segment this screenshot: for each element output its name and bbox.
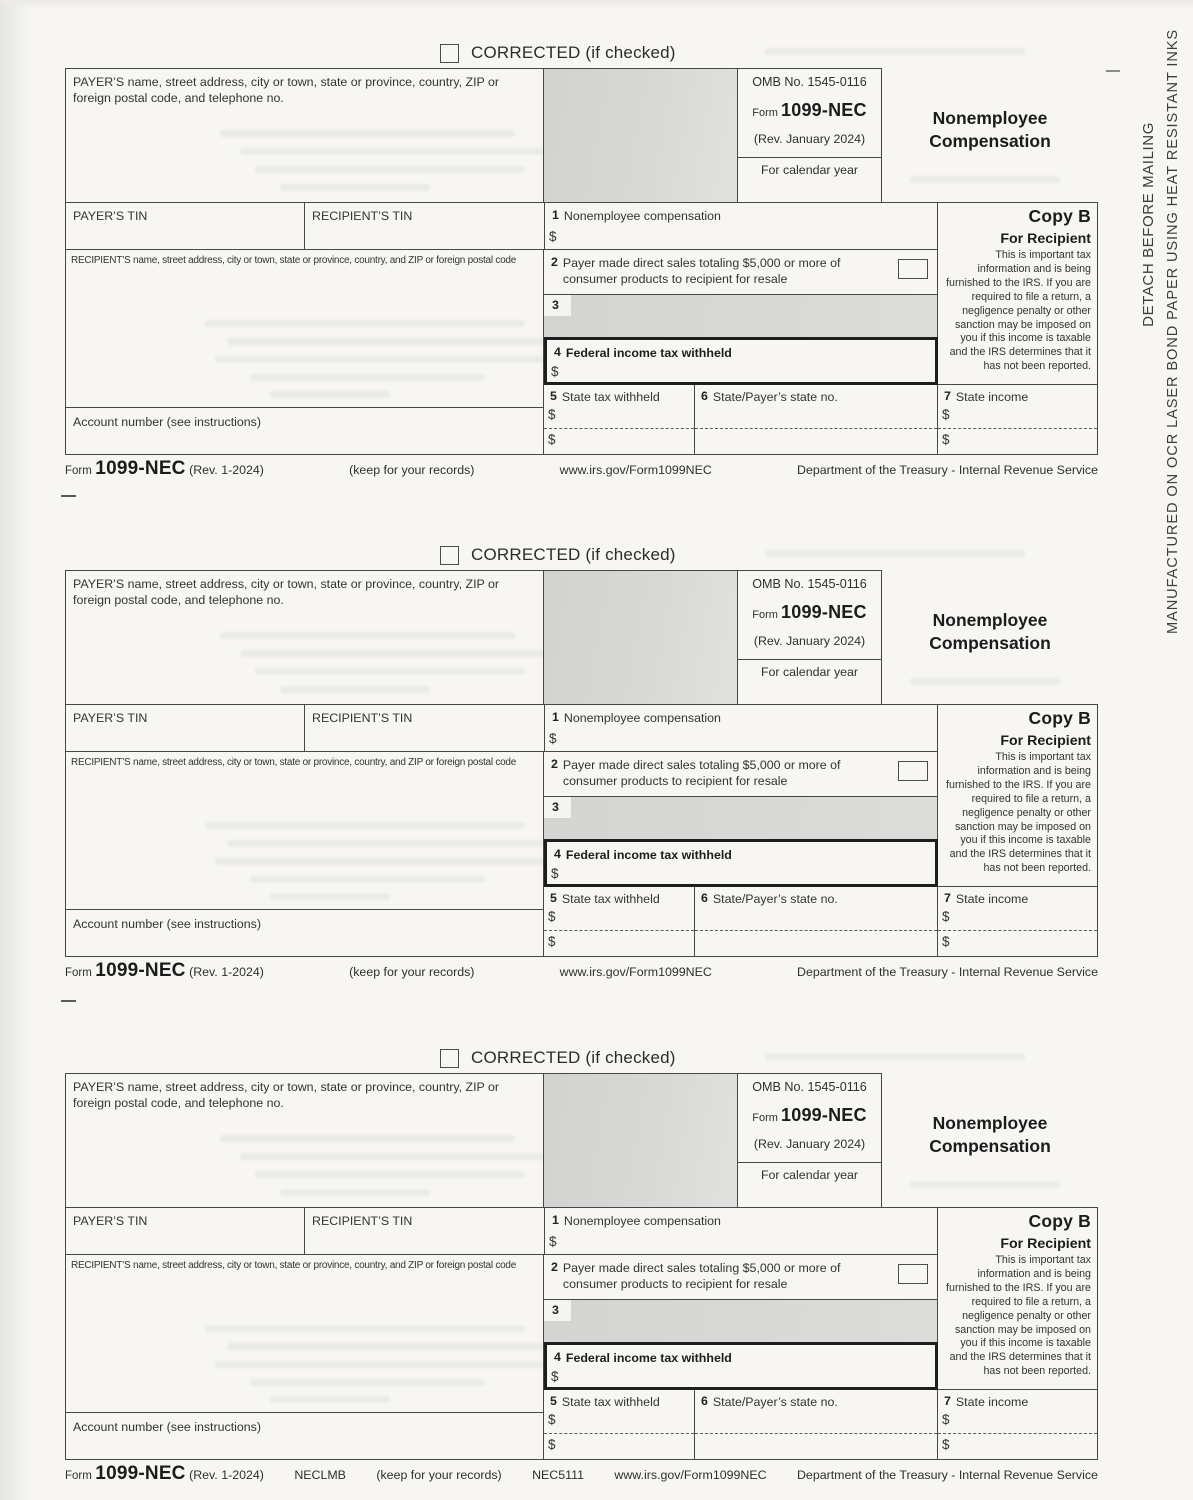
box4-federal-tax-withheld[interactable] <box>544 839 938 887</box>
paper-stock-text: MANUFACTURED ON OCR LASER BOND PAPER USING HEAT RESISTANT INKS <box>1165 28 1181 634</box>
payer-info-box[interactable] <box>65 570 544 705</box>
for-recipient-label: For Recipient <box>1000 231 1091 247</box>
form-number: 1099-NEC <box>781 602 867 622</box>
title-line2: Compensation <box>929 1136 1051 1157</box>
box3-shaded <box>544 1300 938 1342</box>
box5-state-tax-withheld[interactable] <box>544 887 695 957</box>
footer-form-word: Form <box>65 465 92 477</box>
box2-label: Payer made direct sales totaling $5,000 or more of consumer products to recipient for resale <box>562 256 841 287</box>
edge-printing <box>1137 28 1187 634</box>
box7-state-income[interactable] <box>938 385 1098 455</box>
recipient-tin-label: RECIPIENT’S TIN <box>312 1214 413 1228</box>
form-number-line <box>738 602 881 623</box>
corrected-row <box>440 41 676 65</box>
corrected-label: CORRECTED (if checked) <box>471 43 676 62</box>
form-grid <box>65 1073 1098 1460</box>
recipient-info-label: RECIPIENT’S name, street address, city or town, state or province, country, and ZIP or foreign postal code <box>71 255 517 266</box>
box1-nonemployee-compensation[interactable] <box>544 1208 938 1255</box>
registration-mark <box>1106 70 1120 72</box>
box2-direct-sales <box>544 752 938 797</box>
box5-number: 5 <box>550 1394 557 1408</box>
payer-tin-label: PAYER’S TIN <box>73 1214 148 1228</box>
box6-state-payer-no[interactable] <box>695 1390 938 1460</box>
box2-checkbox[interactable] <box>898 1264 928 1284</box>
form-footer <box>65 960 1098 982</box>
footer-revision: (Rev. 1-2024) <box>189 463 264 477</box>
form-number: 1099-NEC <box>781 1105 867 1125</box>
box4-federal-tax-withheld[interactable] <box>544 1342 938 1390</box>
form-word: Form <box>752 107 778 119</box>
title-line1: Nonemployee <box>932 610 1048 630</box>
box5-dollar-sign: $ <box>548 432 556 447</box>
box4-number: 4 <box>554 847 561 861</box>
box7-label: State income <box>955 390 1029 404</box>
form-number: 1099-NEC <box>781 100 867 120</box>
omb-number: OMB No. 1545-0116 <box>752 577 867 591</box>
form-1099-nec-copy-2 <box>65 542 1098 987</box>
copy-b-label: Copy B <box>1028 708 1091 728</box>
calendar-year-label: For calendar year <box>760 1168 859 1182</box>
account-number-field[interactable] <box>65 1413 544 1460</box>
box7-dollar-sign: $ <box>942 909 950 924</box>
bleed-through-artifact <box>765 48 1025 55</box>
omb-box <box>737 1073 882 1208</box>
footer-form-id <box>65 1463 264 1485</box>
box7-number: 7 <box>944 389 951 403</box>
box2-direct-sales <box>544 1255 938 1300</box>
perforation-mark <box>61 1000 76 1002</box>
box1-dollar-sign: $ <box>549 229 557 244</box>
shaded-year-area <box>544 1073 737 1208</box>
title-line1: Nonemployee <box>932 1113 1048 1133</box>
recipient-notice: This is important tax information and is being furnished to the IRS. If you are required to file a return, a negligence penalty or other sanction may be imposed on you if this income is taxable and the IRS determines that it has not been reported. <box>946 249 1091 373</box>
omb-divider <box>738 659 881 660</box>
box1-label: Nonemployee compensation <box>563 711 721 725</box>
form-title <box>882 1112 1098 1158</box>
form-title <box>882 107 1098 153</box>
scan-edge-shading <box>0 0 30 1500</box>
payer-tin-field[interactable] <box>65 705 305 752</box>
footer-form-number: 1099-NEC <box>95 960 186 981</box>
state-row-divider <box>544 1433 694 1434</box>
box7-number: 7 <box>944 1394 951 1408</box>
box7-dollar-sign: $ <box>942 934 950 949</box>
footer-form-id <box>65 960 264 982</box>
recipient-tin-label: RECIPIENT’S TIN <box>312 711 413 725</box>
account-number-field[interactable] <box>65 910 544 957</box>
box7-dollar-sign: $ <box>942 407 950 422</box>
shaded-year-area <box>544 68 737 203</box>
omb-box <box>737 68 882 203</box>
revision-date: (Rev. January 2024) <box>753 132 866 146</box>
box5-number: 5 <box>550 389 557 403</box>
perforation-mark <box>61 495 76 497</box>
form-number-line <box>738 1105 881 1126</box>
box5-label: State tax withheld <box>561 1395 660 1409</box>
recipient-notice: This is important tax information and is being furnished to the IRS. If you are required to file a return, a negligence penalty or other sanction may be imposed on you if this income is taxable and the IRS determines that it has not been reported. <box>946 1254 1091 1378</box>
corrected-row <box>440 543 676 567</box>
omb-box <box>737 570 882 705</box>
box7-label: State income <box>955 1395 1029 1409</box>
payer-tin-label: PAYER’S TIN <box>73 209 148 223</box>
copy-b-label: Copy B <box>1028 1211 1091 1231</box>
box7-dollar-sign: $ <box>942 432 950 447</box>
corrected-checkbox[interactable] <box>440 546 459 565</box>
box2-label: Payer made direct sales totaling $5,000 or more of consumer products to recipient for resale <box>562 758 841 789</box>
box1-nonemployee-compensation[interactable] <box>544 705 938 752</box>
box1-number: 1 <box>552 710 559 724</box>
account-number-label: Account number (see instructions) <box>73 917 262 931</box>
box1-number: 1 <box>552 1213 559 1227</box>
form-footer <box>65 458 1098 480</box>
payer-tin-label: PAYER’S TIN <box>73 711 148 725</box>
form-word: Form <box>752 1112 778 1124</box>
footer-product-code-right: NEC5111 <box>532 1468 584 1482</box>
box6-state-payer-no[interactable] <box>695 887 938 957</box>
state-row-divider <box>695 1433 937 1434</box>
corrected-checkbox[interactable] <box>440 1049 459 1068</box>
payer-info-box[interactable] <box>65 68 544 203</box>
box5-state-tax-withheld[interactable] <box>544 1390 695 1460</box>
box5-number: 5 <box>550 891 557 905</box>
recipient-info-box[interactable] <box>65 752 544 910</box>
footer-irs-url[interactable]: www.irs.gov/Form1099NEC <box>559 463 712 477</box>
box4-federal-tax-withheld[interactable] <box>544 337 938 385</box>
box1-number: 1 <box>552 208 559 222</box>
box2-number: 2 <box>551 255 558 269</box>
omb-number: OMB No. 1545-0116 <box>752 75 867 89</box>
bleed-through-artifact <box>765 550 1025 557</box>
title-line2: Compensation <box>929 633 1051 654</box>
shaded-year-area <box>544 570 737 705</box>
box4-number: 4 <box>554 1350 561 1364</box>
box3-shaded <box>544 797 938 839</box>
payer-info-label: PAYER’S name, street address, city or town, state or province, country, ZIP or foreign postal code, and telephone no. <box>73 1080 500 1111</box>
box6-label: State/Payer’s state no. <box>712 1395 838 1409</box>
box7-state-income[interactable] <box>938 1390 1098 1460</box>
box3-number: 3 <box>544 295 571 316</box>
footer-treasury-dept: Department of the Treasury - Internal Revenue Service <box>797 965 1098 979</box>
corrected-checkbox[interactable] <box>440 44 459 63</box>
form-title <box>882 609 1098 655</box>
payer-info-label: PAYER’S name, street address, city or town, state or province, country, ZIP or foreign postal code, and telephone no. <box>73 75 500 106</box>
payer-tin-field[interactable] <box>65 1208 305 1255</box>
revision-date: (Rev. January 2024) <box>753 634 866 648</box>
copy-b-panel <box>938 203 1098 385</box>
box5-dollar-sign: $ <box>548 1437 556 1452</box>
box1-label: Nonemployee compensation <box>563 209 721 223</box>
footer-revision: (Rev. 1-2024) <box>189 965 264 979</box>
copy-b-panel <box>938 1208 1098 1390</box>
box4-label: Federal income tax withheld <box>565 848 732 862</box>
form-footer <box>65 1463 1098 1485</box>
footer-form-number: 1099-NEC <box>95 458 186 479</box>
footer-form-word: Form <box>65 967 92 979</box>
form-word: Form <box>752 609 778 621</box>
title-line2: Compensation <box>929 131 1051 152</box>
box1-dollar-sign: $ <box>549 1234 557 1249</box>
payer-info-label: PAYER’S name, street address, city or town, state or province, country, ZIP or foreign postal code, and telephone no. <box>73 577 500 608</box>
omb-number: OMB No. 1545-0116 <box>752 1080 867 1094</box>
box6-state-payer-no[interactable] <box>695 385 938 455</box>
box7-state-income[interactable] <box>938 887 1098 957</box>
box1-nonemployee-compensation[interactable] <box>544 203 938 250</box>
box5-dollar-sign: $ <box>548 934 556 949</box>
box4-dollar-sign: $ <box>551 1369 559 1384</box>
box2-number: 2 <box>551 757 558 771</box>
footer-irs-url[interactable]: www.irs.gov/Form1099NEC <box>559 965 712 979</box>
box4-label: Federal income tax withheld <box>565 1351 732 1365</box>
box2-number: 2 <box>551 1260 558 1274</box>
footer-product-code-left: NECLMB <box>294 1468 346 1482</box>
state-row-divider <box>938 930 1097 931</box>
form-1099-nec-copy-3 <box>65 1045 1098 1490</box>
calendar-year-label: For calendar year <box>760 665 859 679</box>
box5-dollar-sign: $ <box>548 909 556 924</box>
revision-date: (Rev. January 2024) <box>753 1137 866 1151</box>
footer-treasury-dept: Department of the Treasury - Internal Revenue Service <box>796 1468 1098 1482</box>
footer-keep-note: (keep for your records) <box>349 965 475 979</box>
box2-checkbox[interactable] <box>898 259 928 279</box>
state-row-divider <box>544 930 694 931</box>
footer-treasury-dept: Department of the Treasury - Internal Revenue Service <box>797 463 1098 477</box>
recipient-tin-field[interactable] <box>305 705 544 752</box>
box6-label: State/Payer’s state no. <box>712 892 838 906</box>
form-number-line <box>738 100 881 121</box>
box3-shaded <box>544 295 938 337</box>
box2-label: Payer made direct sales totaling $5,000 or more of consumer products to recipient for resale <box>562 1261 841 1292</box>
box5-label: State tax withheld <box>561 892 660 906</box>
account-number-label: Account number (see instructions) <box>73 415 262 429</box>
state-row-divider <box>938 428 1097 429</box>
calendar-year-label: For calendar year <box>760 163 859 177</box>
footer-revision: (Rev. 1-2024) <box>189 1468 264 1482</box>
box7-label: State income <box>955 892 1029 906</box>
box2-checkbox[interactable] <box>898 761 928 781</box>
recipient-info-label: RECIPIENT’S name, street address, city or town, state or province, country, and ZIP or foreign postal code <box>71 1260 517 1271</box>
box3-number: 3 <box>544 1300 571 1321</box>
box1-dollar-sign: $ <box>549 731 557 746</box>
for-recipient-label: For Recipient <box>1000 1236 1091 1252</box>
box4-number: 4 <box>554 345 561 359</box>
scan-edge-shading <box>0 0 1193 9</box>
footer-form-id <box>65 458 264 480</box>
box7-dollar-sign: $ <box>942 1437 950 1452</box>
box4-label: Federal income tax withheld <box>565 346 732 360</box>
form-title-area <box>882 570 1098 705</box>
recipient-notice: This is important tax information and is being furnished to the IRS. If you are required to file a return, a negligence penalty or other sanction may be imposed on you if this income is taxable and the IRS determines that it has not been reported. <box>946 751 1091 875</box>
box2-direct-sales <box>544 250 938 295</box>
form-grid <box>65 570 1098 957</box>
detach-before-mailing-text: DETACH BEFORE MAILING <box>1140 122 1157 327</box>
recipient-info-box[interactable] <box>65 1255 544 1413</box>
state-row-divider <box>695 930 937 931</box>
box7-number: 7 <box>944 891 951 905</box>
form-grid <box>65 68 1098 455</box>
footer-keep-note: (keep for your records) <box>349 463 475 477</box>
box4-dollar-sign: $ <box>551 866 559 881</box>
box5-dollar-sign: $ <box>548 407 556 422</box>
recipient-tin-field[interactable] <box>305 203 544 250</box>
form-1099-nec-copy-1 <box>65 40 1098 485</box>
box1-label: Nonemployee compensation <box>563 1214 721 1228</box>
account-number-field[interactable] <box>65 408 544 455</box>
corrected-label: CORRECTED (if checked) <box>471 1048 676 1067</box>
box6-number: 6 <box>701 891 708 905</box>
omb-divider <box>738 1162 881 1163</box>
state-row-divider <box>938 1433 1097 1434</box>
state-row-divider <box>695 428 937 429</box>
footer-form-number: 1099-NEC <box>95 1463 186 1484</box>
box6-number: 6 <box>701 1394 708 1408</box>
form-title-area <box>882 1073 1098 1208</box>
box6-number: 6 <box>701 389 708 403</box>
box5-dollar-sign: $ <box>548 1412 556 1427</box>
copy-b-panel <box>938 705 1098 887</box>
copy-b-label: Copy B <box>1028 206 1091 226</box>
bleed-through-artifact <box>765 1053 1025 1060</box>
payer-tin-field[interactable] <box>65 203 305 250</box>
recipient-tin-field[interactable] <box>305 1208 544 1255</box>
title-line1: Nonemployee <box>932 108 1048 128</box>
box5-label: State tax withheld <box>561 390 660 404</box>
box7-dollar-sign: $ <box>942 1412 950 1427</box>
box4-dollar-sign: $ <box>551 364 559 379</box>
box6-label: State/Payer’s state no. <box>712 390 838 404</box>
account-number-label: Account number (see instructions) <box>73 1420 262 1434</box>
for-recipient-label: For Recipient <box>1000 733 1091 749</box>
recipient-info-box[interactable] <box>65 250 544 408</box>
payer-info-box[interactable] <box>65 1073 544 1208</box>
footer-keep-note: (keep for your records) <box>376 1468 502 1482</box>
recipient-info-label: RECIPIENT’S name, street address, city or town, state or province, country, and ZIP or foreign postal code <box>71 757 517 768</box>
footer-irs-url[interactable]: www.irs.gov/Form1099NEC <box>614 1468 767 1482</box>
form-title-area <box>882 68 1098 203</box>
footer-form-word: Form <box>65 1470 92 1482</box>
corrected-row <box>440 1046 676 1070</box>
state-row-divider <box>544 428 694 429</box>
box3-number: 3 <box>544 797 571 818</box>
corrected-label: CORRECTED (if checked) <box>471 545 676 564</box>
omb-divider <box>738 157 881 158</box>
box5-state-tax-withheld[interactable] <box>544 385 695 455</box>
recipient-tin-label: RECIPIENT’S TIN <box>312 209 413 223</box>
